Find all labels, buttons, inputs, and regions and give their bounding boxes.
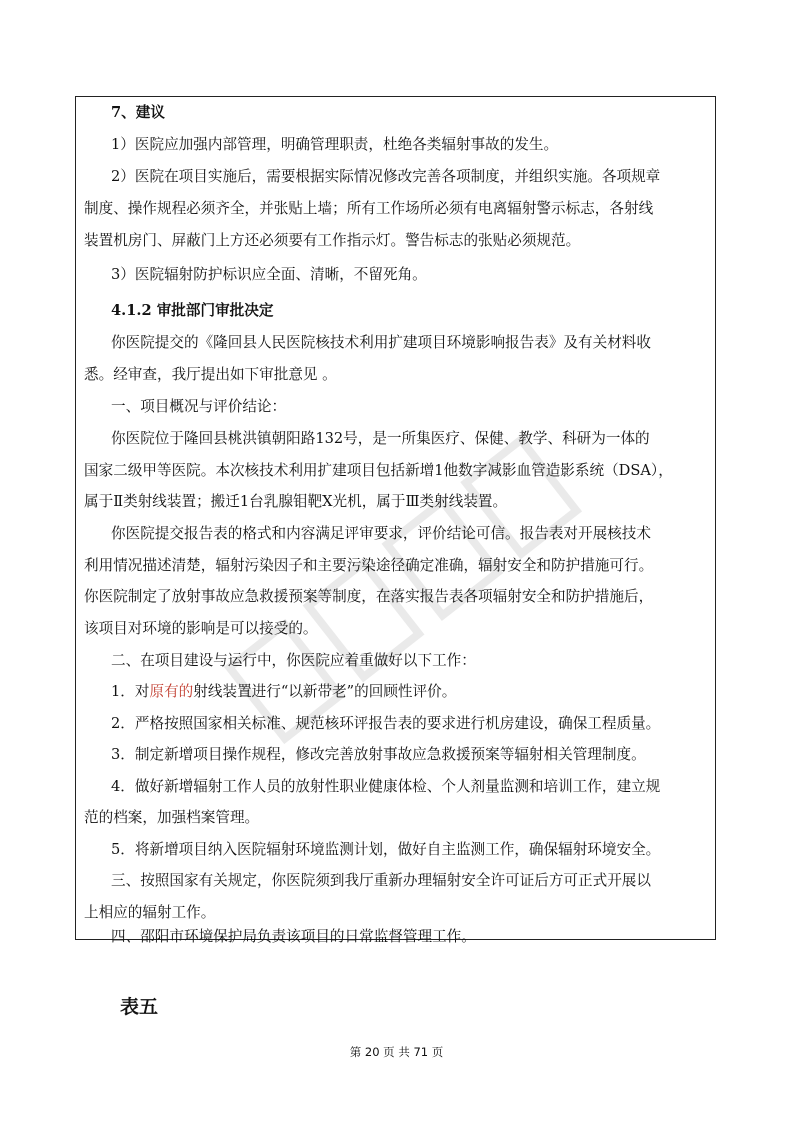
text-line: 你医院提交报告表的格式和内容满足评审要求，评价结论可信。报告表对开展核技术 [111, 525, 651, 542]
text-line: 3．制定新增项目操作规程，修改完善放射事故应急救援预案等辐射相关管理制度。 [111, 746, 646, 763]
text-line: 1）医院应加强内部管理，明确管理职责，杜绝各类辐射事故的发生。 [111, 136, 559, 153]
text-line: 制度、操作规程必须齐全，并张贴上墙；所有工作场所必须有电离辐射警示标志，各射线 [84, 200, 654, 217]
text-line: 一、项目概况与评价结论： [111, 398, 287, 415]
page-footer: 第 20 页 共 71 页 [349, 1045, 444, 1059]
text-line: 该项目对环境的影响是可以接受的。 [84, 620, 318, 637]
text-line: 上相应的辐射工作。 [84, 904, 216, 921]
text-line: 三、按照国家有关规定，你医院须到我厅重新办理辐射安全许可证后方可正式开展以 [111, 872, 651, 889]
text-line: 国家二级甲等医院。本次核技术利用扩建项目包括新增1他数字减影血管造影系统（DSA）， [84, 462, 673, 479]
text-line: 你医院制定了放射事故应急救援预案等制度，在落实报告表各项辐射安全和防护措施后， [84, 588, 654, 605]
text-line: 悉。经审查，我厅提出如下审批意见 。 [84, 366, 337, 383]
section-heading: 7、建议 [111, 104, 165, 121]
text-line: 2．严格按照国家相关标准、规范核环评报告表的要求进行机房建设，确保工程质量。 [111, 715, 661, 732]
text-line: 二、在项目建设与运行中，你医院应着重做好以下工作： [111, 652, 476, 669]
text-line [111, 683, 456, 701]
text-line: 四、邵阳市环境保护局负责该项目的日常监督管理工作。 [111, 928, 476, 945]
section-heading: 4.1.2 审批部门审批决定 [111, 302, 274, 319]
table-heading: 表五 [120, 996, 159, 1018]
text-line: 属于Ⅱ类射线装置；搬迁1台乳腺钼靶X光机，属于Ⅲ类射线装置。 [84, 493, 508, 510]
text-line: 5．将新增项目纳入医院辐射环境监测计划，做好自主监测工作，确保辐射环境安全。 [111, 841, 661, 858]
text-line: 3）医院辐射防护标识应全面、清晰，不留死角。 [111, 266, 427, 283]
text-line: 范的档案，加强档案管理。 [84, 809, 260, 826]
highlighted-text: 原有的 [149, 683, 194, 700]
text-line: 装置机房门、屏蔽门上方还必须要有工作指示灯。警告标志的张贴必须规范。 [84, 232, 581, 249]
text-line: 你医院位于隆回县桃洪镇朝阳路132号，是一所集医疗、保健、教学、科研为一体的 [111, 430, 650, 447]
text-line: 4．做好新增辐射工作人员的放射性职业健康体检、个人剂量监测和培训工作，建立规 [111, 778, 661, 795]
text-line: 2）医院在项目实施后，需要根据实际情况修改完善各项制度，并组织实施。各项规章 [111, 168, 661, 185]
text-line: 利用情况描述清楚，辐射污染因子和主要污染途径确定准确，辐射安全和防护措施可行。 [84, 557, 654, 574]
text-segment: 1．对 [111, 683, 150, 700]
text-segment: 射线装置进行“以新带老”的回顾性评价。 [193, 683, 457, 700]
text-line: 你医院提交的《隆回县人民医院核技术利用扩建项目环境影响报告表》及有关材料收 [111, 334, 651, 351]
